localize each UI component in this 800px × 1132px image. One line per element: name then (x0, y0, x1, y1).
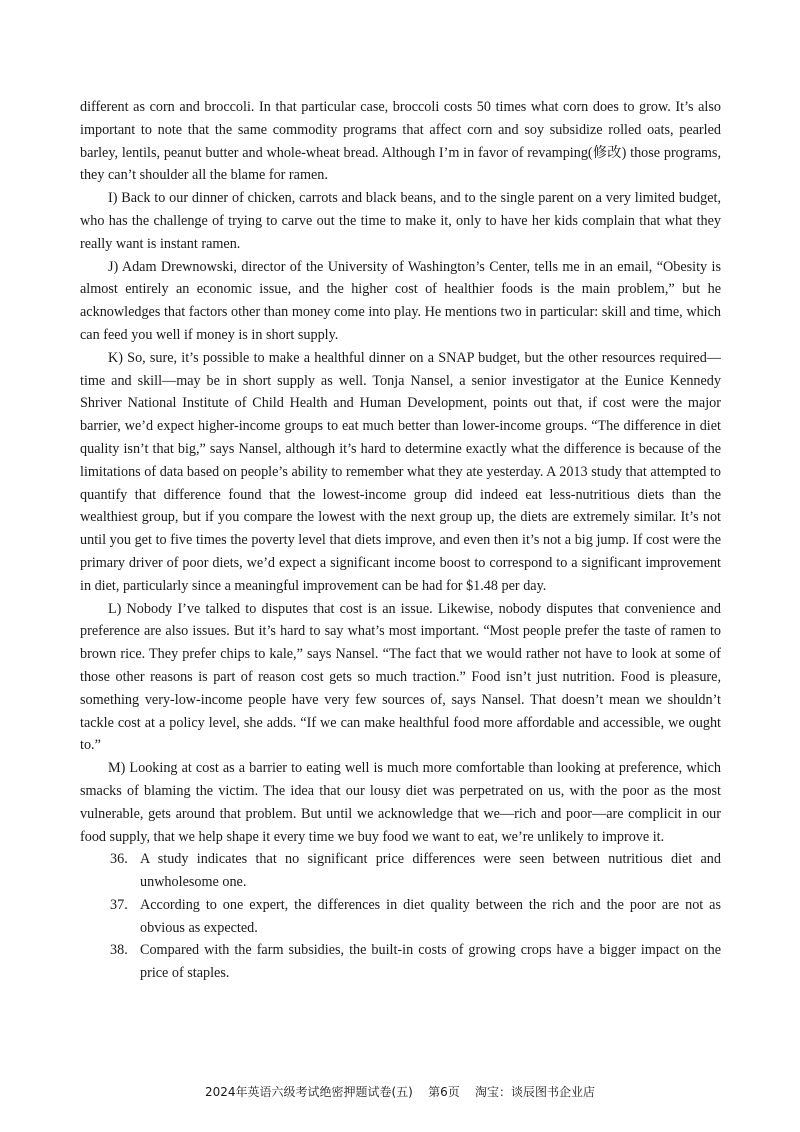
paragraph-h-continued: different as corn and broccoli. In that particular case, broccoli costs 50 times what corn does to grow. It’s also important to note that the same commodity programs that affect corn and soy subsidize rolled oats, pearled barley, lentils, peanut butter and whole-wheat bread. Although I’m in favor of revamping(修改) those programs, they can’t shoulder all the blame for ramen. (80, 99, 721, 184)
paragraph-i: I) Back to our dinner of chicken, carrots and black beans, and to the single parent on a very limited budget, who has the challenge of trying to carve out the time to make it, only to have her kids complain that what they really want is instant ramen. (80, 190, 721, 252)
question-text: Compared with the farm subsidies, the built-in costs of growing crops have a bigger impact on the price of staples. (140, 942, 721, 982)
document-body (80, 96, 721, 985)
question-number: 36. (110, 851, 128, 868)
footer-exam-title: 2024年英语六级考试绝密押题试卷(五) (204, 1085, 413, 1099)
paragraph-m: M) Looking at cost as a barrier to eating well is much more comfortable than looking at preference, which smacks of blaming the victim. The idea that our lousy diet was perpetrated on us, with the poor as the most vulnerable, gets around that problem. But until we acknowledge that we—rich and poor—are complicit in our food supply, that we help shape it every time we buy food we want to eat, we’re unlikely to improve it. (80, 760, 721, 845)
question-text: A study indicates that no significant price differences were seen between nutritious diet and unwholesome one. (140, 851, 721, 891)
page-footer (0, 1083, 800, 1100)
paragraph-l: L) Nobody I’ve talked to disputes that cost is an issue. Likewise, nobody disputes that convenience and preference are also issues. But it’s hard to say what’s most important. “Most people prefer the taste of ramen to brown rice. They prefer chips to kale,” says Nansel. “The fact that we would rather not have to look at some of those other reasons is part of reason cost gets so much traction.” Food isn’t just nutrition. Food is pleasure, something very-low-income people have very few sources of, says Nansel. That doesn’t mean we shouldn’t tackle cost at a policy level, she adds. “If we can make healthful food more affordable and accessible, we ought to.” (80, 600, 721, 754)
question-number: 38. (110, 942, 128, 959)
paragraph-k: K) So, sure, it’s possible to make a healthful dinner on a SNAP budget, but the other resources required—time and skill—may be in short supply as well. Tonja Nansel, a senior investigator at the Eunice Kennedy Shriver National Institute of Child Health and Human Development, points out that, if cost were the major barrier, we’d expect higher-income groups to eat much better than lower-income groups. “The difference in diet quality isn’t that big,” says Nansel, although it’s hard to determine exactly what the difference is because of the limitations of data based on people’s ability to remember what they ate yesterday. A 2013 study that attempted to quantify that difference found that the lowest-income group did indeed eat less-nutritious diets than the wealthiest group, but if you compare the lowest with the next group up, the diets are extremely similar. It’s not until you get to five times the poverty level that diets improve, and even then it’s not a big jump. If cost were the primary driver of poor diets, we’d expect a significant income boost to correspond to a significant improvement in diet, particularly since a meaningful improvement can be had for $1.48 per day. (80, 349, 721, 594)
question-38 (80, 939, 721, 985)
question-number: 37. (110, 896, 128, 913)
question-36 (80, 848, 721, 894)
paragraph-j: J) Adam Drewnowski, director of the University of Washington’s Center, tells me in an email, “Obesity is almost entirely an economic issue, and the higher cost of healthier foods is the main problem,” but he acknowledges that factors other than money come into play. He mentions two in particular: skill and time, which can feed you well if money is in short supply. (80, 258, 721, 343)
question-text: According to one expert, the differences in diet quality between the rich and the poor are not as obvious as expected. (140, 896, 721, 936)
footer-page-number: 第6页 (428, 1085, 460, 1099)
question-37 (80, 894, 721, 940)
footer-shop: 淘宝：谈辰图书企业店 (475, 1085, 596, 1099)
